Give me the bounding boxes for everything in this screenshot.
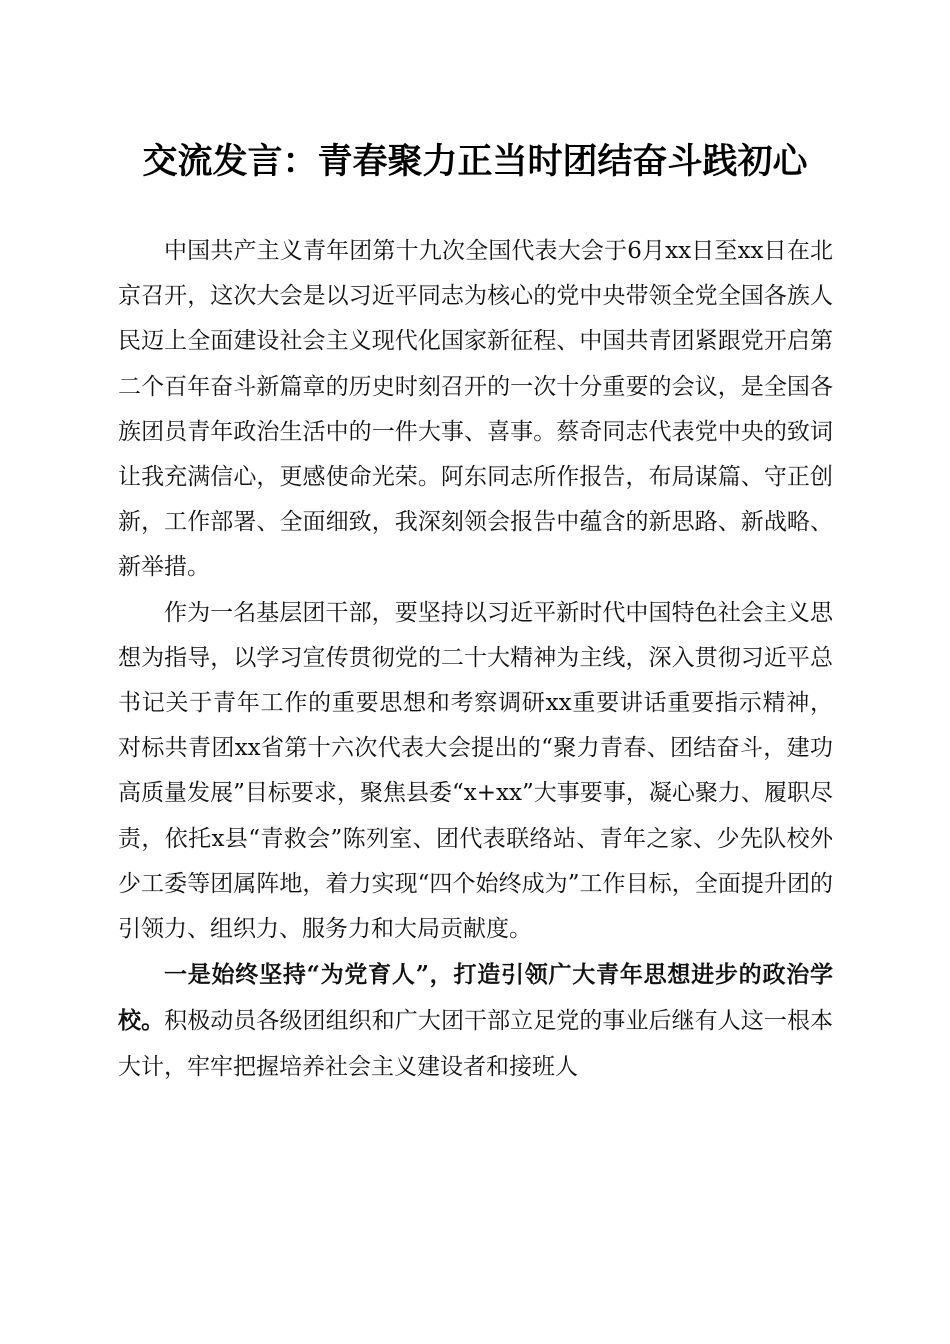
paragraph-2-text: 作为一名基层团干部，要坚持以习近平新时代中国特色社会主义思想为指导，以学习宣传贯彻党的二十大精神为主线，深入贯彻习近平总书记关于青年工作的重要思想和考察调研xx重要讲话重要指示精神，对标共青团xx省第十六次代表大会提出的“聚力青春、团结奋斗，建功高质量发展”目标要求，聚焦县委“x+xx”大事要事，凝心聚力、履职尽责，依托x县“青救会”陈列室、团代表联络站、青年之家、少先队校外少工委等团属阵地，着力实现“四个始终成为”工作目标，全面提升团的引领力、组织力、服务力和大局贡献度。	[118, 599, 833, 943]
paragraph-3-lead: 一是始终坚持“为党育人”，打造引领广大青年思想进步的政治学校。	[118, 961, 833, 1035]
paragraph-3-text: 积极动员各级团组织和广大团干部立足党的事业后继有人这一根本大计，牢牢把握培养社会主义建设者和接班人	[118, 1008, 834, 1080]
paragraph-3	[118, 952, 833, 1090]
paragraph-1-text: 中国共产主义青年团第十九次全国代表大会于6月xx日至xx日在北京召开，这次大会是以习近平同志为核心的党中央带领全党全国各族人民迈上全面建设社会主义现代化国家新征程、中国共青团紧跟党开启第二个百年奋斗新篇章的历史时刻召开的一次十分重要的会议，是全国各族团员青年政治生活中的一件大事、喜事。蔡奇同志代表党中央的致词让我充满信心，更感使命光荣。阿东同志所作报告，布局谋篇、守正创新，工作部署、全面细致，我深刻领会报告中蕴含的新思路、新战略、新举措。	[118, 238, 833, 581]
paragraph-2	[118, 591, 833, 953]
document-body	[118, 229, 833, 1090]
document-title: 交流发言：青春聚力正当时团结奋斗践初心	[142, 141, 808, 182]
paragraph-1	[118, 229, 833, 591]
